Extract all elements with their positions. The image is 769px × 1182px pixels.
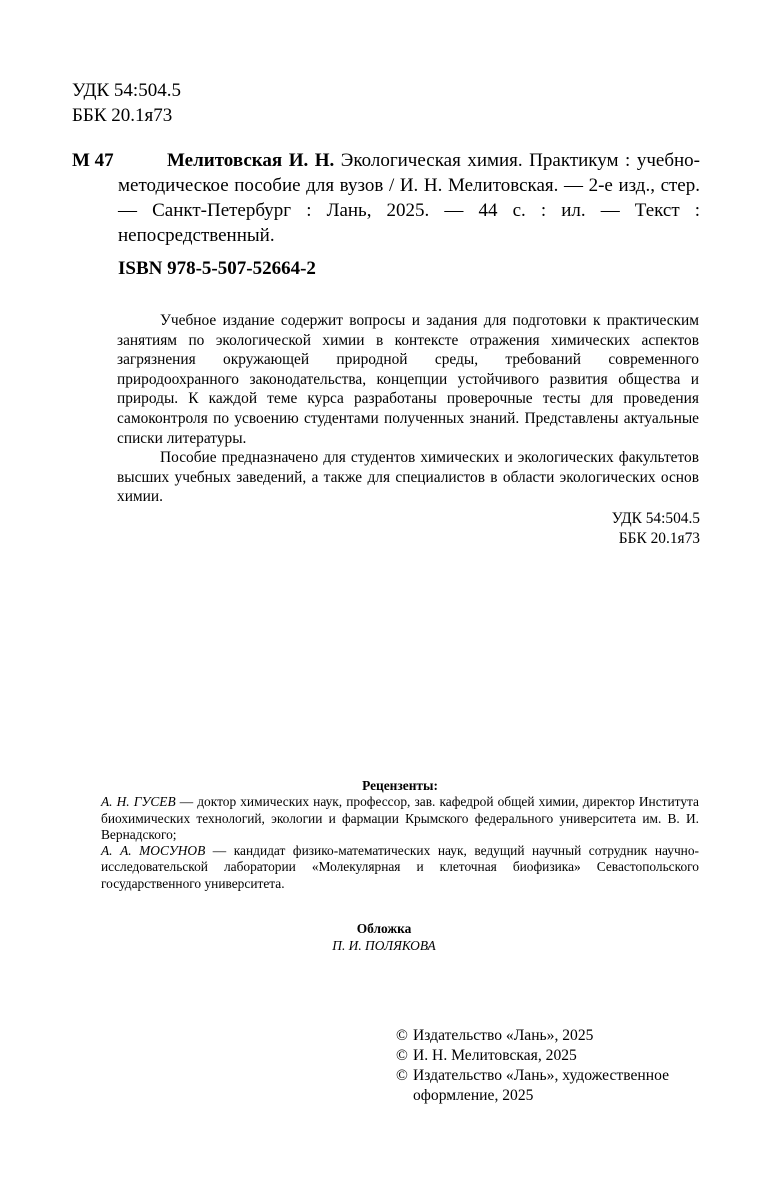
udk-code: УДК 54:504.5 (611, 510, 700, 527)
author-name: Мелитовская И. Н. (167, 150, 335, 171)
copyright-line (396, 1066, 716, 1086)
bibliographic-record (72, 148, 700, 248)
copyright-line (396, 1026, 716, 1046)
reviewer-details: — кандидат физико-математических наук, ведущий научный сотрудник научно-исследовательской лаборатории «Молекулярная и клеточная биофизика» Севастопольского государственного университета. (101, 843, 700, 891)
isbn: ISBN 978-5-507-52664-2 (118, 258, 316, 279)
udk-code: УДК 54:504.5 (72, 80, 181, 101)
copyright-block (396, 1026, 716, 1106)
copyright-icon: © (396, 1067, 408, 1084)
annotation-paragraph: Учебное издание содержит вопросы и задания для подготовки к практическим занятиям по экологической химии в контексте отражения химических аспектов загрязнения окружающей природной среды, требований современного природоохранного законодательства, концепции устойчивого развития общества и природы. К каждой теме курса разработаны проверочные тесты для проведения самоконтроля по усвоению студентами полученных знаний. Представлены актуальные списки литературы. (117, 312, 699, 447)
bibliographic-description (118, 148, 700, 248)
copyright-icon: © (396, 1047, 408, 1064)
reviewer-entry (101, 843, 699, 892)
annotation-paragraph: Пособие предназначено для студентов химических и экологических факультетов высших учебных заведений, а также для специалистов в области экологических основ химии. (117, 449, 699, 506)
annotation (117, 311, 699, 507)
reviewers (101, 778, 699, 892)
bbk-code: ББК 20.1я73 (618, 529, 700, 547)
reviewer-name: А. А. МОСУНОВ (101, 843, 206, 859)
bbk-code: ББК 20.1я73 (72, 105, 173, 126)
annotation-codes (520, 509, 700, 548)
copyright-text: Издательство «Лань», художественное (413, 1067, 670, 1084)
cover-credit (101, 920, 667, 954)
copyright-text: Издательство «Лань», 2025 (413, 1027, 594, 1044)
description-text: Экологическая химия. Практикум : учебно-методическое пособие для вузов / И. Н. Мелитовская. — 2-е изд., стер. — Санкт-Петербург : Лань, 2025. — 44 с. : ил. — Текст : непосредственный. (118, 150, 700, 246)
reviewers-title: Рецензенты: (362, 778, 438, 793)
copyright-line-continuation (396, 1086, 716, 1106)
copyright-text: И. Н. Мелитовская, 2025 (413, 1047, 577, 1064)
author-mark: М 47 (72, 150, 114, 171)
cover-designer: П. И. ПОЛЯКОВА (332, 938, 436, 953)
copyright-line (396, 1046, 716, 1066)
reviewer-name: А. Н. ГУСЕВ (101, 794, 176, 810)
reviewer-entry (101, 794, 699, 843)
cover-title: Обложка (356, 921, 412, 936)
classification-codes (72, 78, 181, 128)
reviewer-details: — доктор химических наук, профессор, зав. кафедрой общей химии, директор Института биохимических технологий, экологии и фармации Крымского федерального университета им. В. И. Вернадского; (101, 794, 699, 842)
copyright-icon: © (396, 1027, 408, 1044)
copyright-text: оформление, 2025 (413, 1087, 534, 1104)
